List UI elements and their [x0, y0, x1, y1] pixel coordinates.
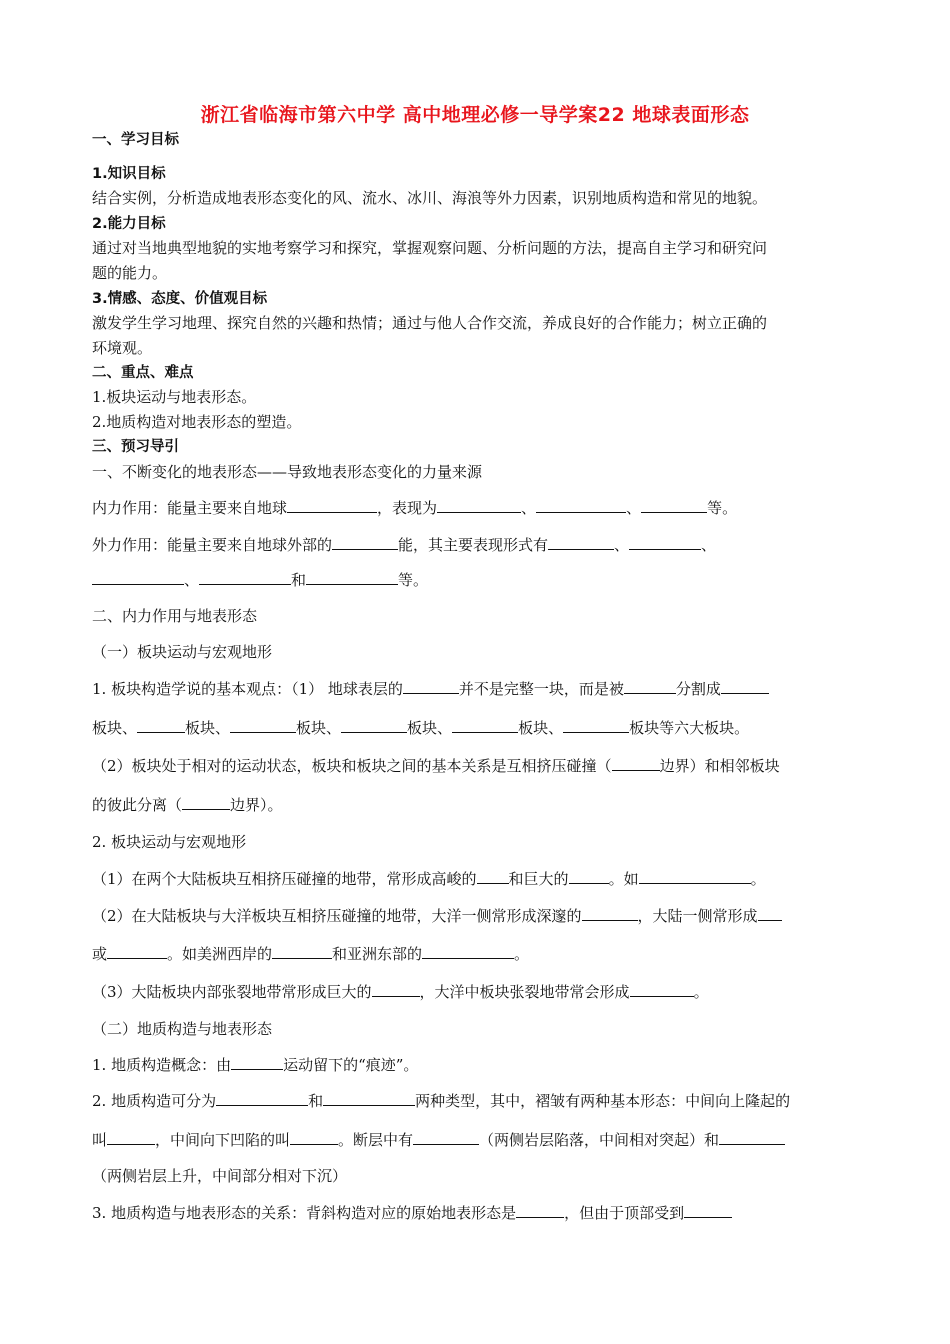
text-line [92, 313, 872, 333]
fill-in-blank [341, 718, 407, 733]
fill-in-blank [630, 982, 694, 997]
fill-in-blank [721, 679, 769, 694]
fill-in-blank [107, 1130, 155, 1145]
fill-in-blank [323, 1091, 415, 1106]
fill-in-blank [563, 718, 629, 733]
line-text: 二、重点、难点 [92, 365, 194, 381]
text-line [92, 832, 872, 852]
line-text: 2. 板块运动与宏观地形 [92, 833, 247, 851]
section-heading [92, 363, 872, 383]
text-line [92, 1055, 872, 1075]
line-text: 叫 [92, 1131, 108, 1149]
line-text: 板块等六大板块。 [629, 719, 750, 737]
fill-in-blank [332, 535, 398, 550]
line-text: 2.地质构造对地表形态的塑造。 [92, 413, 302, 431]
line-text: 板块、 [92, 719, 138, 737]
fill-in-blank [437, 498, 521, 513]
fill-in-blank [272, 944, 332, 959]
fill-in-blank [287, 498, 377, 513]
line-text: 3.情感、态度、价值观目标 [92, 291, 268, 307]
text-line [92, 869, 872, 889]
text-line [92, 795, 872, 815]
fill-in-blank [641, 498, 707, 513]
line-text: 的彼此分离（ [92, 796, 183, 814]
section-heading [92, 130, 872, 150]
text-line [92, 535, 872, 555]
fill-in-blank [403, 679, 459, 694]
line-text: 2. 地质构造可分为 [92, 1092, 217, 1110]
line-text: （1）在两个大陆板块互相挤压碰撞的地带，常形成高峻的 [92, 870, 477, 888]
line-text: 。如美洲西岸的 [167, 945, 273, 963]
page-title: 浙江省临海市第六中学 高中地理必修一导学案22 地球表面形态 [200, 104, 750, 126]
text-line [92, 606, 872, 626]
text-line [92, 338, 872, 358]
text-line [92, 238, 872, 258]
fill-in-blank [422, 944, 514, 959]
line-text: （两侧岩层上升，中间部分相对下沉） [92, 1167, 348, 1185]
line-text: 1. 板块构造学说的基本观点：（1） 地球表层的 [92, 680, 403, 698]
line-text: （2）板块处于相对的运动状态，板块和板块之间的基本关系是互相挤压碰撞（ [92, 757, 612, 775]
line-text: 板块、 [518, 719, 564, 737]
fill-in-blank [629, 535, 701, 550]
line-text: ，大陆一侧常形成 [637, 907, 758, 925]
line-text: （3）大陆板块内部张裂地带常形成巨大的 [92, 983, 372, 1001]
line-text: 或 [92, 945, 108, 963]
text-line [92, 462, 872, 482]
line-text: 1.板块运动与地表形态。 [92, 388, 257, 406]
line-text: 板块、 [407, 719, 453, 737]
line-text: 两种类型，其中，褶皱有两种基本形态：中间向上隆起的 [415, 1092, 791, 1110]
line-text: 运动留下的“痕迹”。 [283, 1056, 419, 1074]
line-text: 、 [626, 499, 642, 517]
line-text: 。 [693, 983, 709, 1001]
text-line [92, 982, 872, 1002]
line-text: 一、不断变化的地表形态——导致地表形态变化的力量来源 [92, 463, 483, 481]
line-text: 。断层中有 [338, 1131, 414, 1149]
fill-in-blank [231, 1055, 283, 1070]
fill-in-blank [306, 570, 398, 585]
line-text: 、 [521, 499, 537, 517]
text-line [92, 570, 872, 590]
line-text: 并不是完整一块，而是被 [458, 680, 624, 698]
line-text: ，但由于顶部受到 [564, 1204, 685, 1222]
line-text: 三、预习导引 [92, 439, 179, 455]
fill-in-blank [624, 679, 676, 694]
line-text: 、 [184, 571, 200, 589]
fill-in-blank [107, 944, 167, 959]
line-text: 分割成 [675, 680, 721, 698]
text-line [92, 498, 872, 518]
fill-in-blank [413, 1130, 479, 1145]
line-text: 激发学生学习地理、探究自然的兴趣和热情；通过与他人合作交流，养成良好的合作能力；树立正确的 [92, 314, 768, 332]
line-text: 结合实例，分析造成地表形态变化的风、流水、冰川、海浪等外力因素，识别地质构造和常见的地貌。 [92, 189, 768, 207]
fill-in-blank [569, 869, 609, 884]
line-text: 板块、 [296, 719, 342, 737]
line-text: 通过对当地典型地貌的实地考察学习和探究，掌握观察问题、分析问题的方法，提高自主学习和研究问 [92, 239, 768, 257]
line-text: 环境观。 [92, 339, 153, 357]
fill-in-blank [758, 906, 782, 921]
line-text: ，表现为 [377, 499, 438, 517]
line-text: 2.能力目标 [92, 216, 166, 232]
text-line [92, 944, 872, 964]
line-text: 和 [291, 571, 307, 589]
fill-in-blank [639, 869, 751, 884]
line-text: 。如 [608, 870, 639, 888]
fill-in-blank [612, 756, 660, 771]
line-text: 题的能力。 [92, 264, 168, 282]
line-text: 、 [614, 536, 630, 554]
line-text: 板块、 [185, 719, 231, 737]
text-line [92, 263, 872, 283]
fill-in-blank [548, 535, 614, 550]
fill-in-blank [719, 1130, 785, 1145]
line-text: 边界）和相邻板块 [659, 757, 780, 775]
line-text: 1.知识目标 [92, 166, 166, 182]
fill-in-blank [182, 795, 230, 810]
line-text: 3. 地质构造与地表形态的关系：背斜构造对应的原始地表形态是 [92, 1204, 517, 1222]
line-text: 一、学习目标 [92, 132, 179, 148]
text-line [92, 387, 872, 407]
line-text: ，大洋中板块张裂地带常会形成 [419, 983, 630, 1001]
line-text: （两侧岩层陷落，中间相对突起）和 [479, 1131, 720, 1149]
line-text: 等。 [398, 571, 429, 589]
line-text: 外力作用：能量主要来自地球外部的 [92, 536, 333, 554]
text-line [92, 906, 872, 926]
text-line [92, 1166, 872, 1186]
fill-in-blank [684, 1203, 732, 1218]
text-line [92, 412, 872, 432]
section-heading [92, 289, 872, 309]
line-text: 1. 地质构造概念：由 [92, 1056, 232, 1074]
line-text: 。 [514, 945, 530, 963]
section-heading [92, 164, 872, 184]
fill-in-blank [477, 869, 509, 884]
fill-in-blank [582, 906, 638, 921]
line-text: 二、内力作用与地表形态 [92, 607, 258, 625]
text-line [92, 1130, 872, 1150]
text-line [92, 1203, 872, 1223]
line-text: ，中间向下凹陷的叫 [155, 1131, 291, 1149]
line-text: 、 [701, 536, 717, 554]
fill-in-blank [372, 982, 420, 997]
line-text: （二）地质构造与地表形态 [92, 1020, 273, 1038]
section-heading [92, 437, 872, 457]
fill-in-blank [290, 1130, 338, 1145]
fill-in-blank [216, 1091, 308, 1106]
line-text: （2）在大陆板块与大洋板块互相挤压碰撞的地带，大洋一侧常形成深邃的 [92, 907, 582, 925]
line-text: （一）板块运动与宏观地形 [92, 643, 273, 661]
text-line [92, 642, 872, 662]
text-line [92, 1091, 872, 1111]
text-line [92, 718, 872, 738]
text-line [92, 679, 872, 699]
line-text: 等。 [707, 499, 738, 517]
fill-in-blank [137, 718, 185, 733]
fill-in-blank [199, 570, 291, 585]
text-line [92, 756, 872, 776]
line-text: 边界）。 [230, 796, 283, 814]
line-text: 和亚洲东部的 [332, 945, 423, 963]
line-text: 。 [750, 870, 766, 888]
line-text: 和 [308, 1092, 324, 1110]
text-line [92, 1019, 872, 1039]
fill-in-blank [536, 498, 626, 513]
section-heading [92, 214, 872, 234]
fill-in-blank [230, 718, 296, 733]
line-text: 内力作用：能量主要来自地球 [92, 499, 288, 517]
line-text: 能，其主要表现形式有 [398, 536, 549, 554]
text-line [92, 188, 872, 208]
fill-in-blank [452, 718, 518, 733]
fill-in-blank [92, 570, 184, 585]
line-text: 和巨大的 [508, 870, 569, 888]
fill-in-blank [516, 1203, 564, 1218]
